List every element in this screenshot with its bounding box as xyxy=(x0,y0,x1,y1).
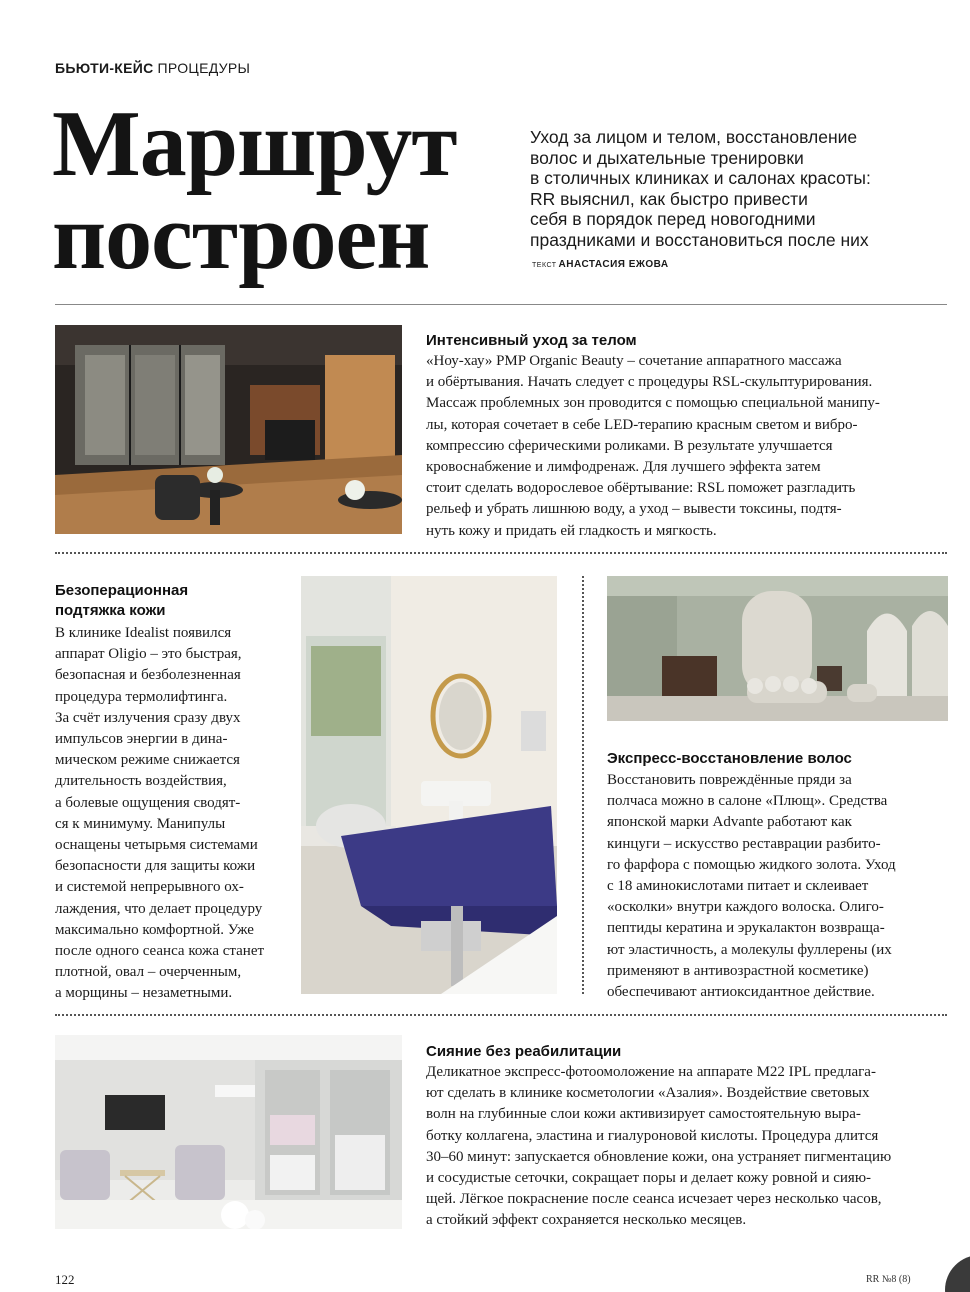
text-line: «Ноу-хау» PMP Organic Beauty – сочетание аппаратного массажа xyxy=(426,353,842,369)
text-line: кинцуги – искусство реставрации разбито- xyxy=(607,835,881,852)
section-lifting-text xyxy=(55,623,264,1005)
section-title-text: Сияние без реабилитации xyxy=(426,1043,622,1060)
text-line: безопасная и безболезненная xyxy=(55,667,241,684)
dotted-column-divider xyxy=(582,576,584,994)
header-divider xyxy=(55,304,947,305)
section-title-text: Экспресс-восстановление волос xyxy=(607,750,852,767)
text-line: мическом режиме снижается xyxy=(55,752,240,769)
text-line: щей. Лёгкое покраснение после сеанса исчезает через несколько часов, xyxy=(426,1191,882,1208)
text-line: аппарат Oligio – это быстрая, xyxy=(55,646,242,663)
section-label: ПРОЦЕДУРЫ xyxy=(157,60,251,76)
rubric-label: БЬЮТИ-КЕЙС xyxy=(55,60,154,76)
text-line: волн на глубинные слои кожи активизирует самостоятельную выра- xyxy=(426,1106,861,1123)
text-line: лы, которая сочетает в себе LED-терапию красным светом и вибро- xyxy=(426,416,858,433)
clinic-lounge-photo xyxy=(55,1035,402,1229)
text-line: полчаса можно в салоне «Плющ». Средства xyxy=(607,793,888,810)
text-line: применяют в антивозрастной косметике) xyxy=(607,962,869,979)
text-line: компрессию сферическими роликами. В результате улучшается xyxy=(426,437,833,454)
text-line: Массаж проблемных зон проводится с помощью специальной манипу- xyxy=(426,395,880,412)
text-line: лаждения, что делает процедуру xyxy=(55,900,263,917)
text-line: и сосудистые сеточки, сокращает поры и делает кожу ровной и сияю- xyxy=(426,1170,872,1187)
section-title-glow xyxy=(426,1042,621,1062)
rubric-header xyxy=(55,60,250,76)
text-line: ют эластичность, а молекулы фуллерены (их xyxy=(607,941,892,958)
text-line: обеспечивают антиоксидантное действие. xyxy=(607,984,875,1001)
text-line: го фарфора с помощью жидкого золота. Уход xyxy=(607,856,896,873)
issue-label: RR №8 (8) xyxy=(866,1274,911,1285)
article-lede xyxy=(530,127,930,250)
text-line: ся к минимуму. Манипулы xyxy=(55,815,226,832)
lede-line: волос и дыхательные тренировки xyxy=(530,147,804,168)
section-title-text: Безоперационная xyxy=(55,582,189,599)
dotted-divider xyxy=(55,552,947,554)
text-line: ют сделать в клинике косметологии «Азалия». Воздействие световых xyxy=(426,1085,870,1102)
text-line: длительность воздействия, xyxy=(55,773,227,790)
byline-author: АНАСТАСИЯ ЕЖОВА xyxy=(558,259,669,270)
page-number: 122 xyxy=(55,1272,75,1287)
text-line: и обёртывания. Начать следует с процедуры RSL-скульптурирования. xyxy=(426,374,873,391)
treatment-room-photo xyxy=(301,576,557,994)
text-line: пептиды кератина и эрукалактон возвраща- xyxy=(607,920,885,937)
text-line: кровоснабжение и лимфодренаж. Для лучшего эффекта затем xyxy=(426,459,821,476)
text-line: и системой непрерывного ох- xyxy=(55,879,244,896)
text-line: а стойкий эффект сохраняется несколько месяцев. xyxy=(426,1212,747,1229)
byline xyxy=(532,259,669,270)
lede-line: Уход за лицом и телом, восстановление xyxy=(530,127,858,147)
spa-interior-photo xyxy=(55,325,402,534)
section-glow-text xyxy=(426,1062,891,1232)
text-line: импульсов энергии в дина- xyxy=(55,731,228,748)
text-line: рельеф и убрать лишнюю воду, а уход – вывести токсины, подтя- xyxy=(426,501,842,518)
text-line: безопасности для защиты кожи xyxy=(55,858,256,875)
salon-interior-photo xyxy=(607,576,948,721)
text-line: В клинике Idealist появился xyxy=(55,625,232,641)
section-hair-text xyxy=(607,770,896,1003)
lede-line: себя в порядок перед новогодними xyxy=(530,209,816,229)
byline-label: ТЕКСТ xyxy=(532,262,557,269)
section-title-text: подтяжка кожи xyxy=(55,602,166,619)
text-line: процедура термолифтинга. xyxy=(55,688,228,705)
section-title-text: Интенсивный уход за телом xyxy=(426,332,637,349)
text-line: 30–60 минут: запускается обновление кожи, она устраняет пигментацию xyxy=(426,1148,892,1165)
text-line: плотной, овал – очерченным, xyxy=(55,964,242,981)
text-line: ботку коллагена, эластина и гиалуроновой кислоты. Процедура длится xyxy=(426,1127,879,1144)
text-line: стоит сделать водорослевое обёртывание: RSL поможет разгладить xyxy=(426,480,856,497)
article-title xyxy=(52,92,457,289)
text-line: «осколки» внутри каждого волоска. Олиго- xyxy=(607,899,884,916)
page-corner-tab xyxy=(945,1255,970,1292)
title-line-1: Маршрут xyxy=(52,92,457,196)
text-line: с 18 аминокислотами питает и склеивает xyxy=(607,878,869,895)
text-line: Деликатное экспресс-фотоомоложение на аппарате M22 IPL предлага- xyxy=(426,1064,876,1080)
text-line: японской марки Advante работают как xyxy=(607,814,852,831)
text-line: оснащены четырьмя системами xyxy=(55,837,258,854)
lede-line: праздниками и восстановиться после них xyxy=(530,229,869,250)
section-title-body-care xyxy=(426,331,637,351)
text-line: а морщины – незаметными. xyxy=(55,985,233,1002)
text-line: после одного сеанса кожа станет xyxy=(55,943,265,960)
text-line: Восстановить повреждённые пряди за xyxy=(607,772,852,788)
section-title-lifting xyxy=(55,581,188,621)
text-line: За счёт излучения сразу двух xyxy=(55,709,241,726)
text-line: нуть кожу и придать ей гладкость и мягкость. xyxy=(426,522,717,539)
text-line: максимально комфортной. Уже xyxy=(55,921,254,938)
lede-line: в столичных клиниках и салонах красоты: xyxy=(530,168,871,188)
section-title-hair xyxy=(607,749,852,769)
section-body-care-text xyxy=(426,351,880,542)
dotted-divider xyxy=(55,1014,947,1016)
text-line: а болевые ощущения сводят- xyxy=(55,794,241,811)
lede-line: RR выяснил, как быстро привести xyxy=(530,188,808,209)
title-line-2: построен xyxy=(52,185,430,289)
